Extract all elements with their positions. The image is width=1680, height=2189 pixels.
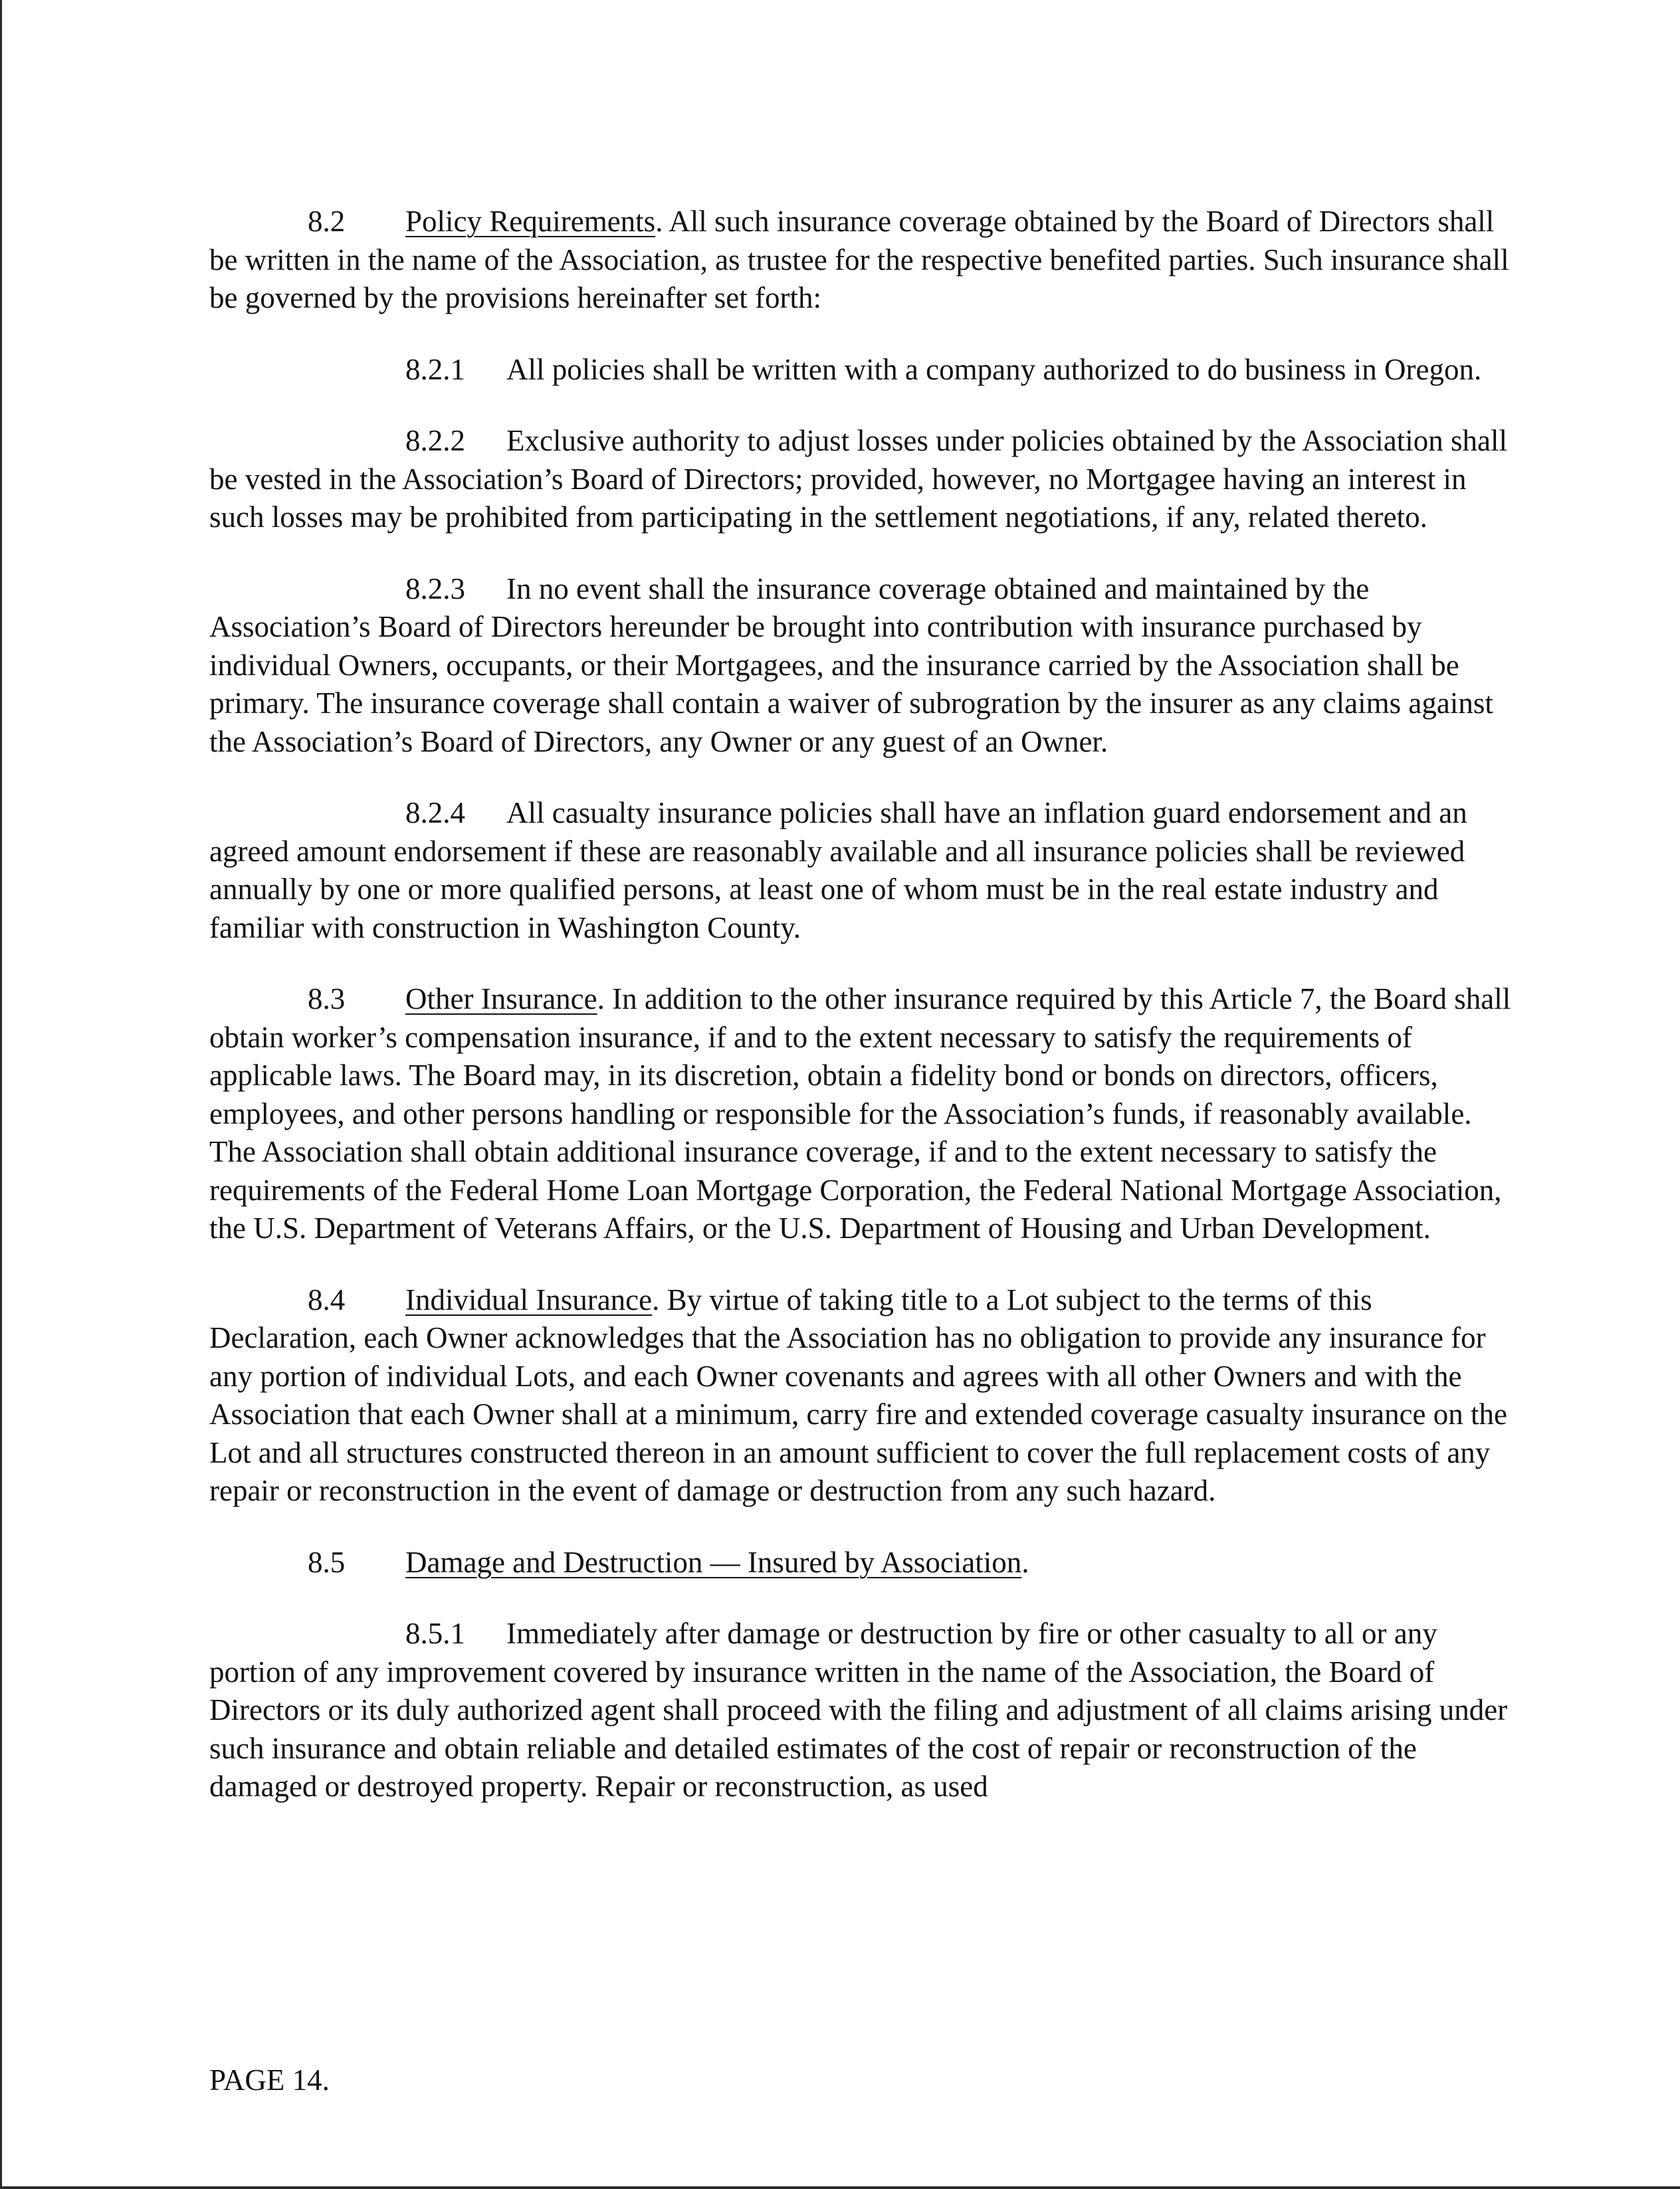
section-8-2-4	[209, 794, 1512, 947]
section-text: Immediately after damage or destruction by fire or other casualty to all or any portion of any improvement covered by insurance written in the name of the Association, the Board of Directors or its duly authorized agent shall proceed with the filing and adjustment of all claims arising under such insurance and obtain reliable and detailed estimates of the cost of repair or reconstruction of the damaged or destroyed property. Repair or reconstruction, as used	[209, 1617, 1508, 1803]
section-number: 8.3	[308, 982, 346, 1015]
section-text: In no event shall the insurance coverage obtained and maintained by the Association’s Board of Directors hereunder be brought into contribution with insurance purchased by individual Owners, occupants, or their Mortgagees, and the insurance carried by the Association shall be primary. The insurance coverage shall contain a waiver of subrogration by the insurer as any claims against the Association’s Board of Directors, any Owner or any guest of an Owner.	[209, 572, 1493, 758]
section-text: All casualty insurance policies shall have an inflation guard endorsement and an agreed amount endorsement if these are reasonably available and all insurance policies shall be reviewed annually by one or more qualified persons, at least one of whom must be in the real estate industry and familiar with construction in Washington County.	[209, 796, 1467, 944]
section-8-2-1	[209, 351, 1512, 389]
section-8-5-1	[209, 1615, 1512, 1806]
section-text: . In addition to the other insurance required by this Article 7, the Board shall obtain worker’s compensation insurance, if and to the extent necessary to satisfy the requirements of applicable laws. The Board may, in its discretion, obtain a fidelity bond or bonds on directors, officers, employees, and other persons handling or responsible for the Association’s funds, if reasonably available. The Association shall obtain additional insurance coverage, if and to the extent necessary to satisfy the requirements of the Federal Home Loan Mortgage Corporation, the Federal National Mortgage Association, the U.S. Department of Veterans Affairs, or the U.S. Department of Housing and Urban Development.	[209, 982, 1511, 1245]
section-number: 8.2.2	[405, 424, 465, 457]
section-text: . All such insurance coverage obtained by the Board of Directors shall be written in the name of the Association, as trustee for the respective benefited parties. Such insurance shall be governed by the provisions hereinafter set forth:	[209, 205, 1509, 314]
page-number-footer: PAGE 14.	[209, 2063, 330, 2097]
section-8-2	[209, 203, 1512, 318]
section-text: All policies shall be written with a company authorized to do business in Oregon.	[506, 352, 1482, 386]
section-number: 8.2.4	[405, 796, 465, 829]
section-number: 8.5.1	[405, 1617, 465, 1650]
scan-left-edge	[0, 0, 2, 2189]
section-text: .	[1021, 1545, 1029, 1579]
section-heading: Policy Requirements	[405, 205, 656, 238]
section-number: 8.2.3	[405, 572, 465, 605]
section-heading: Other Insurance	[405, 982, 597, 1015]
section-8-4	[209, 1281, 1512, 1511]
section-number: 8.2	[308, 205, 346, 238]
section-text: . By virtue of taking title to a Lot subject to the terms of this Declaration, each Owner acknowledges that the Association has no obligation to provide any insurance for any portion of individual Lots, and each Owner covenants and agrees with all other Owners and with the Association that each Owner shall at a minimum, carry fire and extended coverage casualty insurance on the Lot and all structures constructed thereon in an amount sufficient to cover the full replacement costs of any repair or reconstruction in the event of damage or destruction from any such hazard.	[209, 1283, 1507, 1507]
document-body	[209, 203, 1512, 1839]
section-number: 8.4	[308, 1283, 346, 1316]
section-heading: Damage and Destruction — Insured by Association	[405, 1545, 1022, 1579]
section-8-3	[209, 980, 1512, 1248]
scan-bottom-edge	[0, 2186, 1680, 2189]
section-8-2-3	[209, 570, 1512, 762]
section-8-5	[209, 1544, 1512, 1582]
section-8-2-2	[209, 422, 1512, 537]
section-number: 8.5	[308, 1545, 346, 1579]
section-heading: Individual Insurance	[405, 1283, 653, 1316]
section-text: Exclusive authority to adjust losses under policies obtained by the Association shall be vested in the Association’s Board of Directors; provided, however, no Mortgagee having an interest in such losses may be prohibited from participating in the settlement negotiations, if any, related thereto.	[209, 424, 1508, 534]
section-number: 8.2.1	[405, 352, 465, 386]
